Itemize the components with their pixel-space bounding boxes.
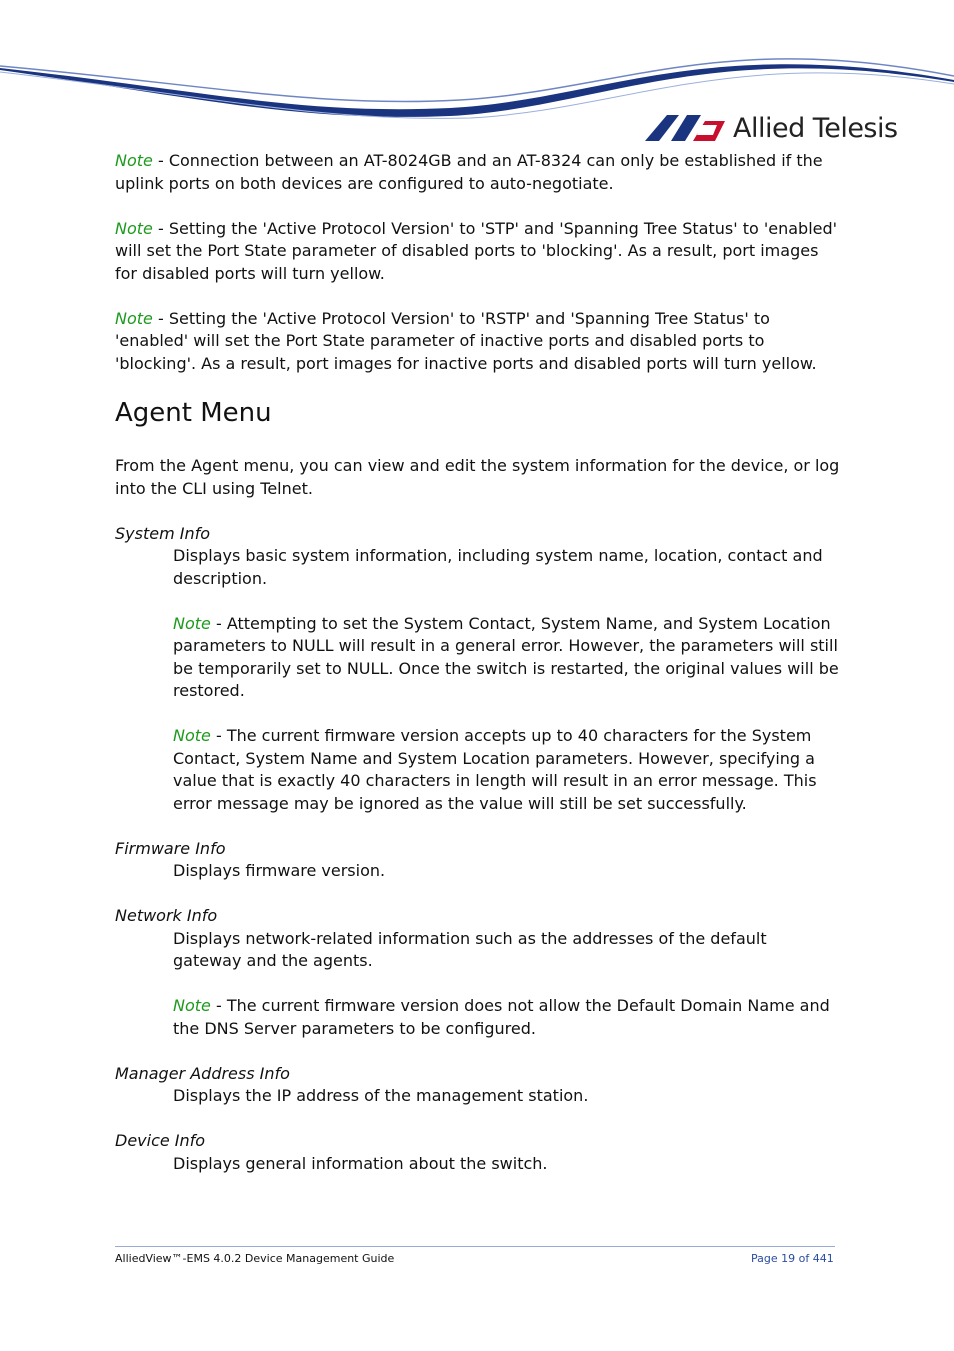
note-paragraph: [173, 995, 840, 1040]
note-paragraph: [115, 150, 840, 195]
note-paragraph: [173, 613, 840, 703]
page-content: [115, 150, 840, 1175]
desc-text: Displays basic system information, including system name, location, contact and description.: [173, 546, 823, 588]
note-text: - Connection between an AT-8024GB and an AT-8324 can only be established if the uplink ports on both devices are configured to auto-negotiate.: [115, 151, 823, 193]
term-network-info: Network Info: [115, 906, 218, 925]
term-manager-address-info: Manager Address Info: [115, 1063, 290, 1083]
section-intro: From the Agent menu, you can view and edit the system information for the device, or log into the CLI using Telnet.: [115, 456, 840, 498]
note-label: Note: [115, 218, 153, 238]
note-text: - Setting the 'Active Protocol Version' to 'STP' and 'Spanning Tree Status' to 'enabled' will set the Port State parameter of disabled ports to 'blocking'. As a result, port images for disabled ports will turn yellow.: [115, 218, 838, 283]
footer-doc-title: AlliedView™-EMS 4.0.2 Device Management Guide: [115, 1252, 395, 1265]
desc-firmware-info: [173, 860, 840, 883]
term-device-info: Device Info: [115, 1131, 206, 1150]
desc-system-info: [173, 545, 840, 815]
note-text: - The current firmware version accepts up to 40 characters for the System Contact, System Name and System Location parameters. However, specifying a value that is exactly 40 characters in length will result in an error message. This error message may be ignored as the value will still be set successfully.: [173, 726, 817, 813]
note-text: - The current firmware version does not allow the Default Domain Name and the DNS Server parameters to be configured.: [173, 996, 830, 1038]
desc-network-info: [173, 928, 840, 1041]
allied-telesis-logo: [645, 110, 898, 146]
note-label: Note: [173, 613, 211, 633]
desc-device-info: [173, 1153, 840, 1176]
note-paragraph: [115, 218, 840, 286]
desc-text: Displays the IP address of the management station.: [173, 1086, 589, 1105]
logo-text: Allied Telesis: [733, 112, 898, 144]
footer-page-number: Page 19 of 441: [751, 1252, 834, 1265]
desc-text: Displays network-related information such as the addresses of the default gateway and the agents.: [173, 928, 767, 970]
allied-telesis-logo-mark-icon: [645, 113, 727, 143]
note-label: Note: [115, 151, 153, 170]
note-label: Note: [173, 996, 211, 1015]
note-label: Note: [173, 726, 211, 745]
term-firmware-info: Firmware Info: [115, 838, 226, 858]
note-text: - Attempting to set the System Contact, System Name, and System Location parameters to NULL will result in a general error. However, the parameters will still be temporarily set to NULL. Once the switch is restarted, the original values will be restored.: [173, 613, 839, 700]
note-label: Note: [115, 308, 153, 328]
desc-text: Displays firmware version.: [173, 861, 386, 880]
note-paragraph: [115, 308, 840, 376]
footer-divider: [115, 1246, 835, 1247]
desc-text: Displays general information about the switch.: [173, 1153, 548, 1173]
section-heading: Agent Menu: [115, 398, 272, 428]
term-system-info: System Info: [115, 523, 211, 543]
note-paragraph: [173, 725, 840, 815]
desc-manager-address-info: [173, 1085, 840, 1108]
note-text: - Setting the 'Active Protocol Version' to 'RSTP' and 'Spanning Tree Status' to 'enabled' will set the Port State parameter of inactive ports and disabled ports to 'blocking'. As a result, port images for inactive ports and disabled ports will turn yellow.: [115, 308, 817, 373]
